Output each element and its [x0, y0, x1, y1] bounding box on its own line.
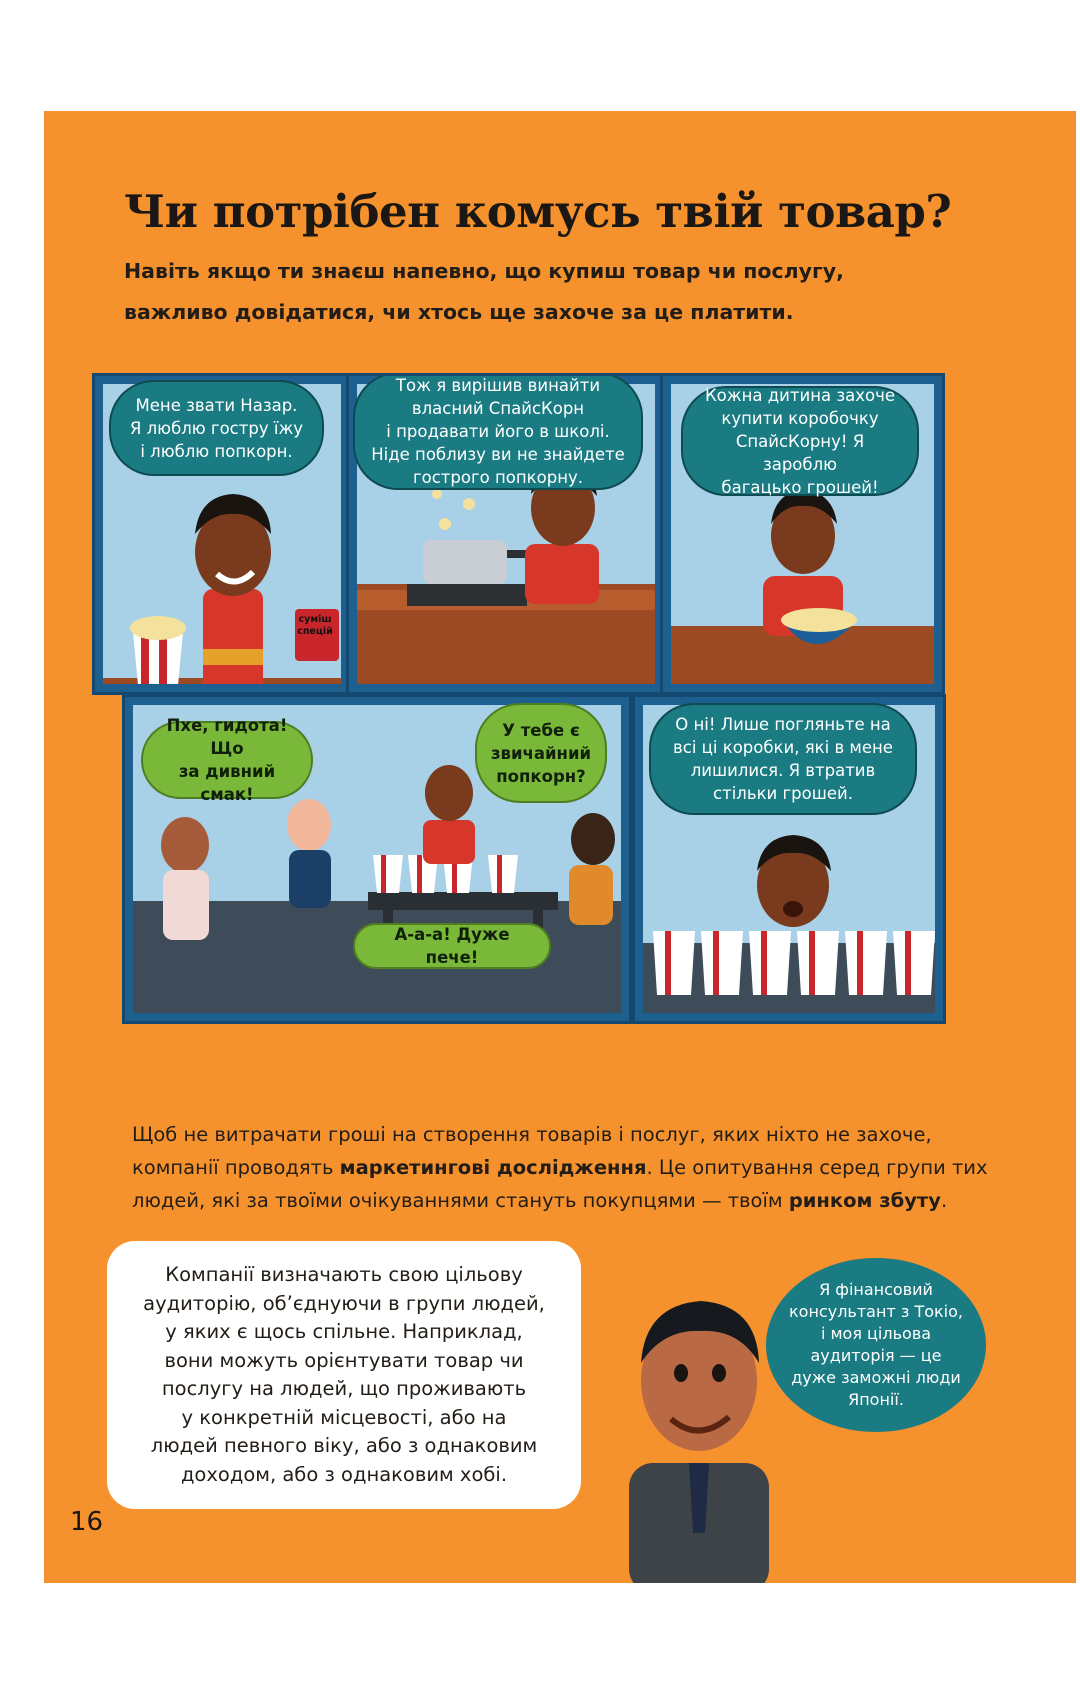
page-title: Чи потрібен комусь твій товар?	[124, 185, 952, 238]
speech-bubble-regular-popcorn: У тебе є звичайний попкорн?	[475, 703, 607, 803]
speech-bubble-make-money: Кожна дитина захоче купити коробочку СпайсКорну! Я зароблю багацько грошей!	[681, 386, 919, 496]
popcorn-bowl-icon	[781, 608, 857, 644]
speech-bubble-yuck: Пхе, гидота! Що за дивний смак!	[141, 721, 313, 799]
comic-panel-2	[346, 373, 666, 695]
comic-panel-5	[632, 694, 946, 1024]
term-target-market: ринком збуту	[788, 1189, 941, 1212]
popcorn-box-icon	[130, 616, 186, 684]
comic-panel-3	[660, 373, 945, 695]
comic-panel-1	[92, 373, 352, 695]
page-number: 16	[70, 1507, 104, 1537]
page	[44, 111, 1076, 1583]
page-subtitle: Навіть якщо ти знаєш напевно, що купиш товар чи послугу, важливо довідатися, чи хтось ще захоче за це платити.	[124, 259, 844, 324]
comic-panel-4	[122, 694, 632, 1024]
spice-jar-label: суміш спецій	[297, 614, 333, 637]
body-paragraph: Щоб не витрачати гроші на створення товарів і послуг, яких ніхто не захоче, компанії проводять маркетингові дослідження. Це опитування серед групи тих людей, які за твоїми очікуваннями стануть покупцями — твоїм ринком збуту.	[132, 1123, 988, 1212]
target-audience-info-box: Компанії визначають свою цільову аудиторію, об’єднуючи в групи людей, у яких є щось спільне. Наприклад, вони можуть орієнтувати товар чи послугу на людей, що проживають у конкретній місцевості, або на людей певного віку, або з однаковим доходом, або з однаковим хобі.	[107, 1241, 581, 1509]
speech-bubble-spicecorn-idea: Тож я вирішив винайти власний СпайсКорн і продавати його в школі. Ніде поблизу ви не знайдете гострого попкорну.	[353, 373, 643, 490]
speech-bubble-lost-money: О ні! Лише погляньте на всі ці коробки, які в мене лишилися. Я втратив стільки грошей.	[649, 703, 917, 815]
speech-bubble-consultant: Я фінансовий консультант з Токіо, і моя цільова аудиторія — це дуже заможні люди Японії.	[766, 1258, 986, 1432]
speech-bubble-nazar-intro: Мене звати Назар. Я люблю гостру їжу і люблю попкорн.	[109, 380, 324, 476]
speech-bubble-too-hot: А-а-а! Дуже пече!	[353, 923, 551, 969]
unsold-popcorn-boxes	[653, 931, 935, 995]
term-marketing-research: маркетингові дослідження	[339, 1156, 647, 1179]
